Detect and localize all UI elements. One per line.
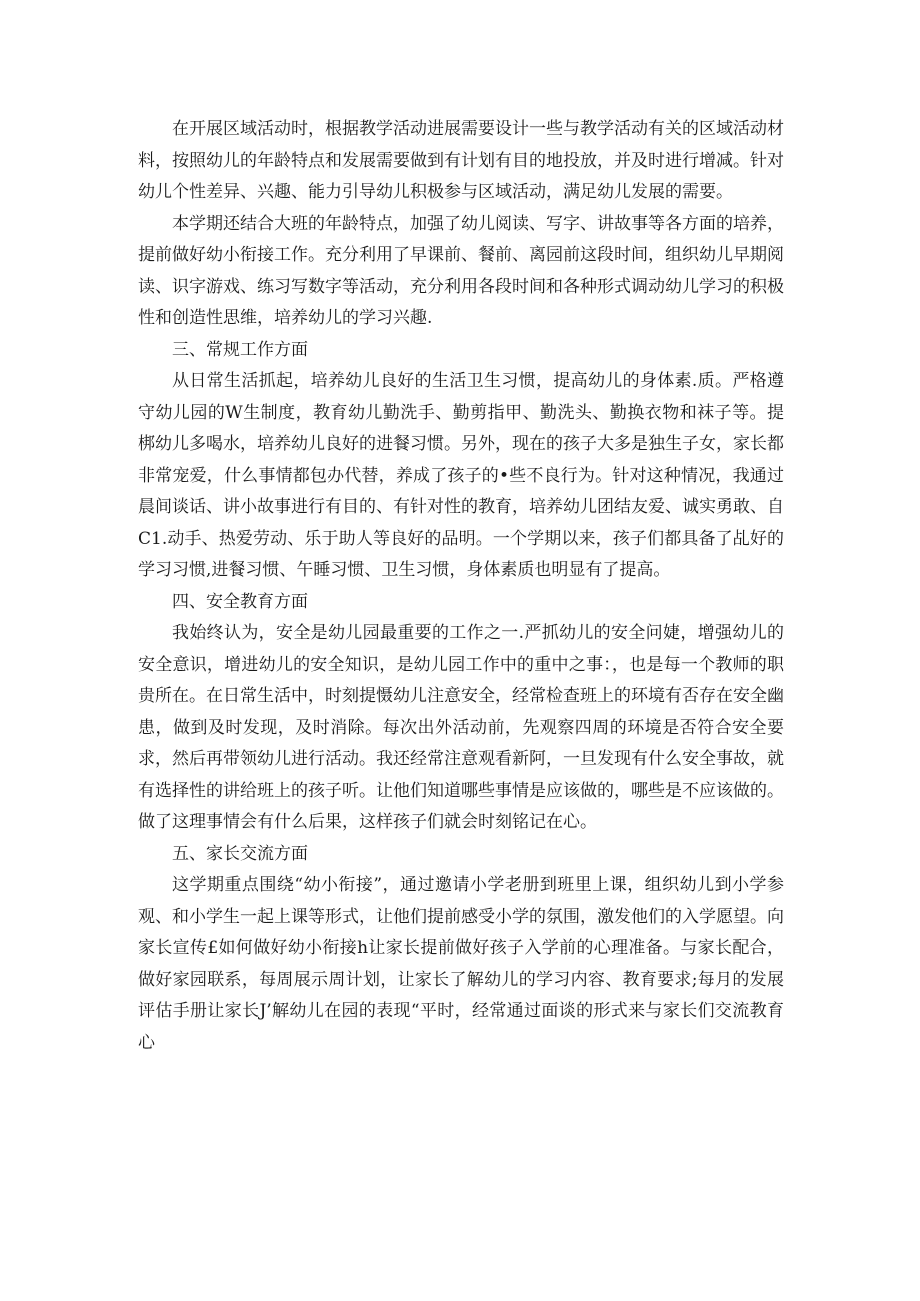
paragraph-routine-work: 从日常生活抓起，培养幼儿良好的生活卫生习惯，提高幼儿的身体素.质。严格遵守幼儿园的W生制度，教育幼儿勤洗手、勤剪指甲、勤洗头、勤换衣物和袜子等。提梆幼儿多喝水，培养幼儿良好的进餐习惯。另外，现在的孩子大多是独生子女，家长都非常宠爱，什么事情都包办代替，养成了孩子的•些不良行为。针对这种情况，我通过晨间谈话、讲小故事进行有目的、有针对性的教育，培养幼儿团结友爱、诚实勇敢、自C1.动手、热爱劳动、乐于助人等良好的品明。一个学期以来，孩子们都具备了乩好的学习习惯,进餐习惯、午睡习惯、卫生习惯，身体素质也明显有了提高。 — [138, 371, 784, 580]
paragraph-region-activities: 在开展区域活动时，根据教学活动进展需要设计一些与教学活动有关的区域活动材料，按照幼儿的年龄特点和发展需要做到有计划有目的地投放，并及时进行增减。针对幼儿个性差异、兴趣、能力引导幼儿积极参与区域活动，满足幼儿发展的需要。 — [138, 119, 784, 202]
paragraph-safety-education: 我始终认为，安全是幼儿园最重要的工作之一.严抓幼儿的安全问婕，增强幼儿的安全意识，增进幼儿的安全知识，是幼儿园工作中的重中之事：，也是每一个教师的职贵所在。在日常生活中，时刻提慑幼儿注意安全，经常检查班上的环境有否存在安全幽患，做到及时发现，及时消除。每次出外活动前，先观察四周的环境是否符合安全要求，然后再带领幼儿进行活动。我还经常注意观看新阿，一旦发现有什么安全事故，就有选择性的讲给班上的孩子听。让他们知道哪些事情是应该做的，哪些是不应该做的。做了这理事情会有什么后果，这样孩子们就会时刻铭记在心。 — [138, 623, 784, 832]
paragraph-reading-writing: 本学期还结合大班的年龄特点，加强了幼儿阅读、写字、讲故事等各方面的培养，提前做好幼小衔接工作。充分利用了早课前、餐前、离园前这段时间，组织幼儿早期阅读、识字游戏、练习写数字等活动，充分利用各段时间和各种形式调动幼儿学习的积极性和创造性思维，培养幼儿的学习兴趣. — [138, 213, 784, 328]
paragraph-parent-communication: 这学期重点围绕“幼小衔接”，通过邀请小学老册到班里上课，组织幼儿到小学参观、和小学生一起上课等形式，让他们提前感受小学的氛围，激发他们的入学愿望。向家长宣传£如何做好幼小衔接h让家长提前做好孩子入学前的心理准备。与家长配合，做好家园联系，每周展示周计划，让家长了解幼儿的学习内容、教育要求;每月的发展评估手册让家长J’解幼儿在园的表现“平时，经常通过面谈的形式来与家长们交流教育心 — [138, 875, 784, 1053]
section-heading-routine-work: 三、常规工作方面 — [172, 339, 308, 360]
section-heading-parent-communication: 五、家长交流方面 — [172, 843, 308, 864]
document-body — [138, 114, 784, 1059]
section-heading-safety-education: 四、安全教育方面 — [172, 591, 308, 612]
